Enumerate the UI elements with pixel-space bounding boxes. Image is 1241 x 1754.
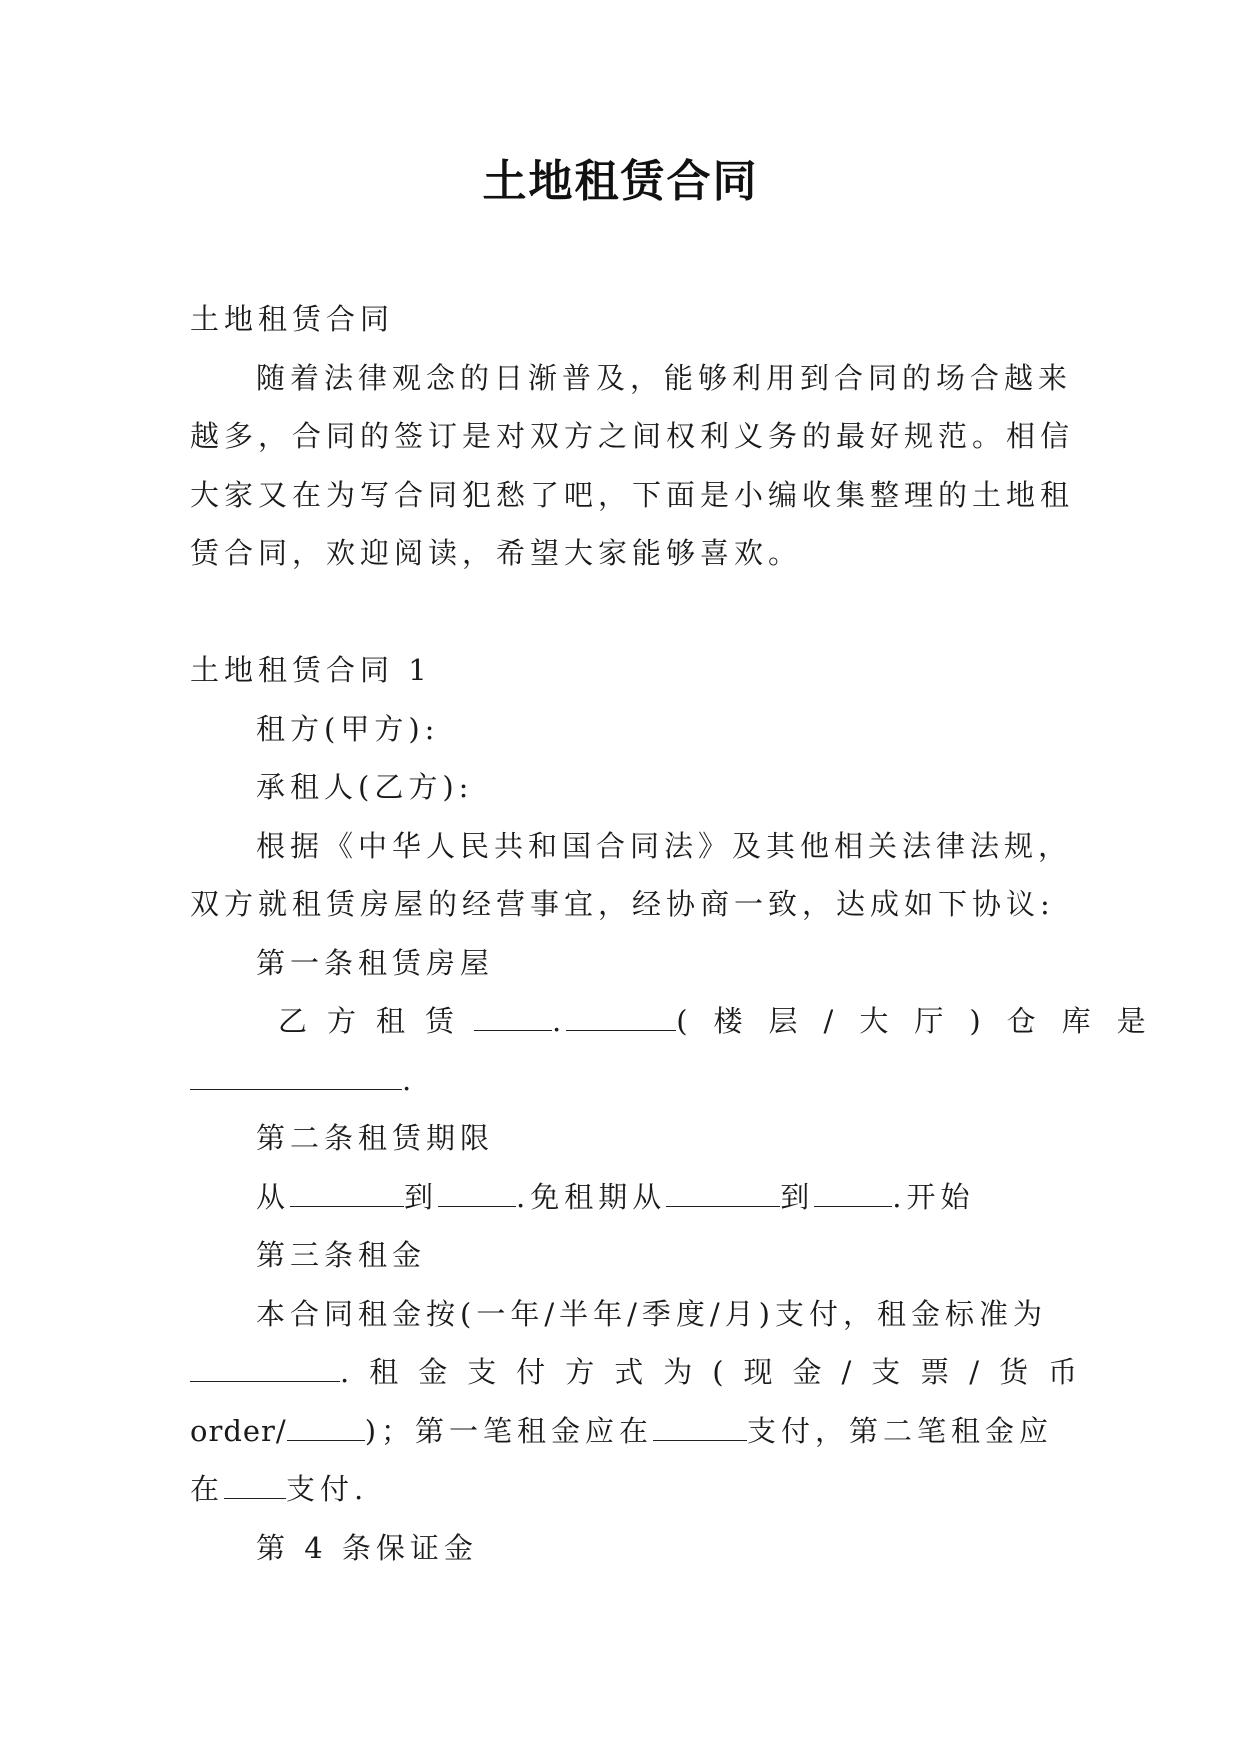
blank-field <box>438 1180 516 1207</box>
article-3-text: .租金支付方式为(现金/支票/货币 <box>340 1355 1098 1389</box>
blank-field <box>566 1004 676 1031</box>
intro-line: 大家又在为写合同犯愁了吧，下面是小编收集整理的土地租 <box>190 477 1075 512</box>
document-body <box>190 290 1172 1577</box>
article-3-line <box>190 1402 1052 1461</box>
article-1-line <box>190 1051 1052 1110</box>
blank-field <box>814 1180 892 1207</box>
article-1-text: (楼层/大厅)仓库是 <box>676 1004 1172 1038</box>
blank-field <box>653 1414 747 1441</box>
blank-field <box>474 1004 552 1031</box>
blank-field <box>224 1472 286 1499</box>
intro-line: 越多，合同的签订是对双方之间权利义务的最好规范。相信 <box>190 419 1075 453</box>
article-2-text: 从 <box>256 1179 291 1214</box>
lessor-line: 租方(甲方): <box>256 711 440 746</box>
article-3-line <box>190 1343 1098 1402</box>
article-1-dot: . <box>552 1004 567 1038</box>
article-1-line <box>190 992 1172 1051</box>
article-3-line <box>190 1460 1052 1519</box>
article-3-text: )；第一笔租金应在 <box>364 1413 654 1448</box>
intro-line: 赁合同，欢迎阅读，希望大家能够喜欢。 <box>190 536 803 570</box>
article-3-text: 支付，第二笔租金应 <box>747 1413 1054 1448</box>
article-1-end: . <box>402 1062 417 1097</box>
document-title: 土地租赁合同 <box>482 156 759 207</box>
intro-line: 随着法律观念的日渐普及，能够利用到合同的场合越来 <box>256 360 1073 395</box>
article-2-text: .免租期从 <box>516 1179 667 1214</box>
article-2-line <box>190 1168 1052 1227</box>
spacer <box>190 583 1052 642</box>
blank-field <box>287 1414 365 1441</box>
article-2-text: 到 <box>404 1179 439 1214</box>
basis-line: 根据《中华人民共和国合同法》及其他相关法律法规， <box>256 828 1073 863</box>
article-2-title: 第二条租赁期限 <box>256 1121 495 1155</box>
blank-field <box>190 1355 340 1382</box>
article-2-text: .开始 <box>892 1179 975 1214</box>
basis-line: 双方就租赁房屋的经营事宜，经协商一致，达成如下协议: <box>190 887 1055 921</box>
article-3-text: order/ <box>190 1413 287 1448</box>
article-1-text: 乙方租赁 <box>278 1004 475 1038</box>
article-1-title: 第一条租赁房屋 <box>256 945 495 980</box>
article-3-title: 第三条租金 <box>256 1238 427 1272</box>
blank-field <box>290 1180 404 1207</box>
contract-heading: 土地租赁合同 1 <box>190 653 432 687</box>
article-3-line: 本合同租金按(一年/半年/季度/月)支付，租金标准为 <box>256 1296 1047 1331</box>
article-4-title: 第 4 条保证金 <box>256 1530 478 1565</box>
blank-field <box>190 1063 402 1090</box>
lessee-line: 承租人(乙方): <box>256 770 474 804</box>
article-3-text: 支付. <box>286 1472 369 1506</box>
article-2-text: 到 <box>780 1179 815 1214</box>
section-heading: 土地租赁合同 <box>190 302 395 336</box>
blank-field <box>666 1180 780 1207</box>
article-3-text: 在 <box>190 1472 225 1506</box>
